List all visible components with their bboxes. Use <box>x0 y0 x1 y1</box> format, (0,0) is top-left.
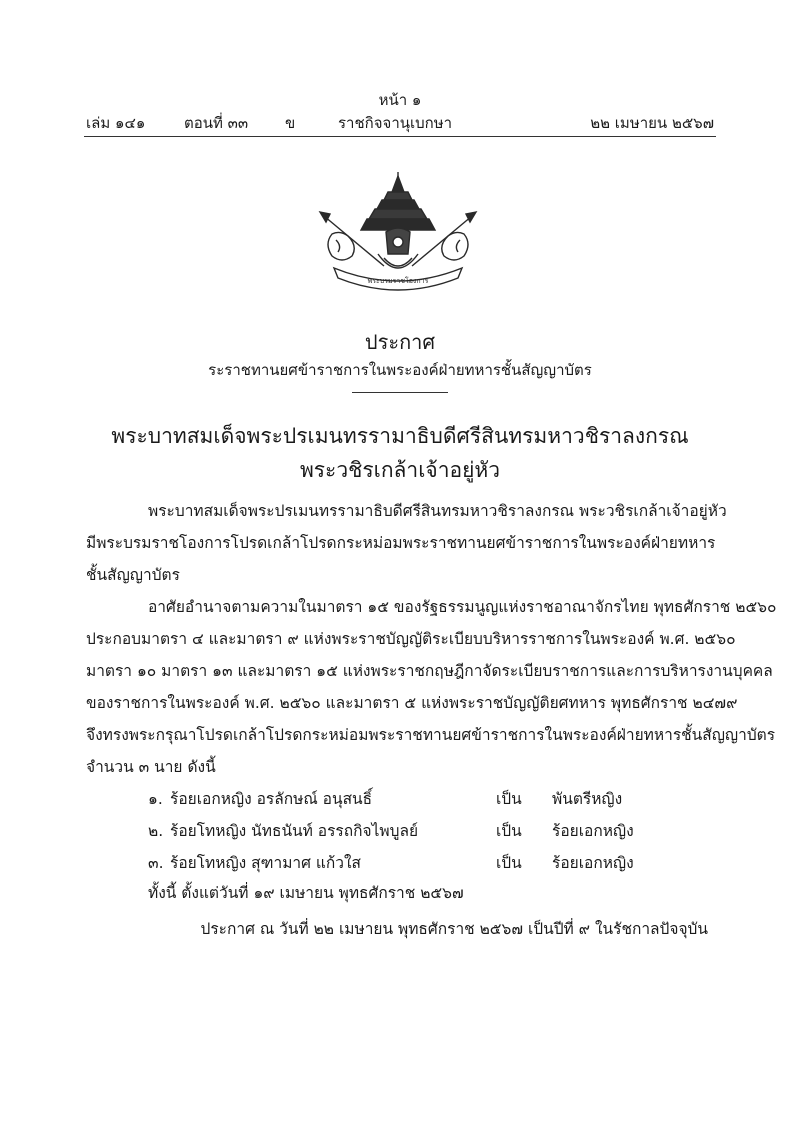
item-verb: เป็น <box>496 790 522 808</box>
para1-line3: ชั้นสัญญาบัตร <box>86 566 180 584</box>
announcement-subject: ระราชทานยศข้าราชการในพระองค์ฝ่ายทหารชั้นสัญญาบัตร <box>208 361 592 379</box>
para1-line2: มีพระบรมราชโองการโปรดเกล้าโปรดกระหม่อมพระราชทานยศข้าราชการในพระองค์ฝ่ายทหาร <box>86 534 716 552</box>
king-name-line1: พระบาทสมเด็จพระปรเมนทรรามาธิบดีศรีสินทรมหาวชิราลงกรณ <box>111 424 689 448</box>
king-name-line2: พระวชิรเกล้าเจ้าอยู่หัว <box>299 458 501 482</box>
closing-line: ประกาศ ณ วันที่ ๒๒ เมษายน พุทธศักราช ๒๕๖๗ เป็นปีที่ ๙ ในรัชกาลปัจจุบัน <box>200 920 708 938</box>
item-name: ร้อยเอกหญิง อรลักษณ์ อนุสนธิ์ <box>170 790 373 808</box>
item-number: ๓. <box>148 854 164 872</box>
item-name: ร้อยโทหญิง สุฑามาศ แก้วใส <box>170 854 362 872</box>
header-rule <box>84 136 716 137</box>
subject-underline <box>352 392 448 393</box>
section-label: ข <box>285 114 296 132</box>
effective-date: ทั้งนี้ ตั้งแต่วันที่ ๑๙ เมษายน พุทธศักราช ๒๕๖๗ <box>148 884 464 902</box>
issue-label: ตอนที่ ๓๓ <box>184 114 249 132</box>
announcement-title: ประกาศ <box>364 330 436 354</box>
item-verb: เป็น <box>496 822 522 840</box>
page-number: หน้า ๑ <box>378 91 422 109</box>
item-verb: เป็น <box>496 854 522 872</box>
volume-label: เล่ม ๑๔๑ <box>86 114 146 132</box>
para2-line2: ประกอบมาตรา ๔ และมาตรา ๙ แห่งพระราชบัญญัติระเบียบบริหารราชการในพระองค์ พ.ศ. ๒๕๖๐ <box>86 630 736 648</box>
item-rank: พันตรีหญิง <box>552 790 623 808</box>
item-rank: ร้อยเอกหญิง <box>552 854 634 872</box>
para2-line6: จำนวน ๓ นาย ดังนี้ <box>86 758 216 776</box>
para2-line1: อาศัยอำนาจตามความในมาตรา ๑๕ ของรัฐธรรมนูญแห่งราชอาณาจักรไทย พุทธศักราช ๒๕๖๐ <box>148 598 777 616</box>
item-number: ๑. <box>148 790 163 808</box>
item-name: ร้อยโทหญิง นัทธนันท์ อรรถกิจไพบูลย์ <box>170 822 419 840</box>
para2-line3: มาตรา ๑๐ มาตรา ๑๓ และมาตรา ๑๕ แห่งพระราชกฤษฎีกาจัดระเบียบราชการและการบริหารงานบุคคล <box>86 662 773 680</box>
item-number: ๒. <box>148 822 164 840</box>
para2-line4: ของราชการในพระองค์ พ.ศ. ๒๕๖๐ และมาตรา ๕ แห่งพระราชบัญญัติยศทหาร พุทธศักราช ๒๔๗๙ <box>86 694 738 712</box>
emblem-motto: พระบรมราชโองการ <box>367 277 429 285</box>
gazette-name: ราชกิจจานุเบกษา <box>338 114 453 132</box>
royal-emblem-icon <box>318 170 478 298</box>
header-date: ๒๒ เมษายน ๒๕๖๗ <box>590 114 714 132</box>
item-rank: ร้อยเอกหญิง <box>552 822 634 840</box>
para1-line1: พระบาทสมเด็จพระปรเมนทรรามาธิบดีศรีสินทรมหาวชิราลงกรณ พระวชิรเกล้าเจ้าอยู่หัว <box>148 502 727 520</box>
para2-line5: จึงทรงพระกรุณาโปรดเกล้าโปรดกระหม่อมพระราชทานยศข้าราชการในพระองค์ฝ่ายทหารชั้นสัญญาบัตร <box>86 726 776 744</box>
